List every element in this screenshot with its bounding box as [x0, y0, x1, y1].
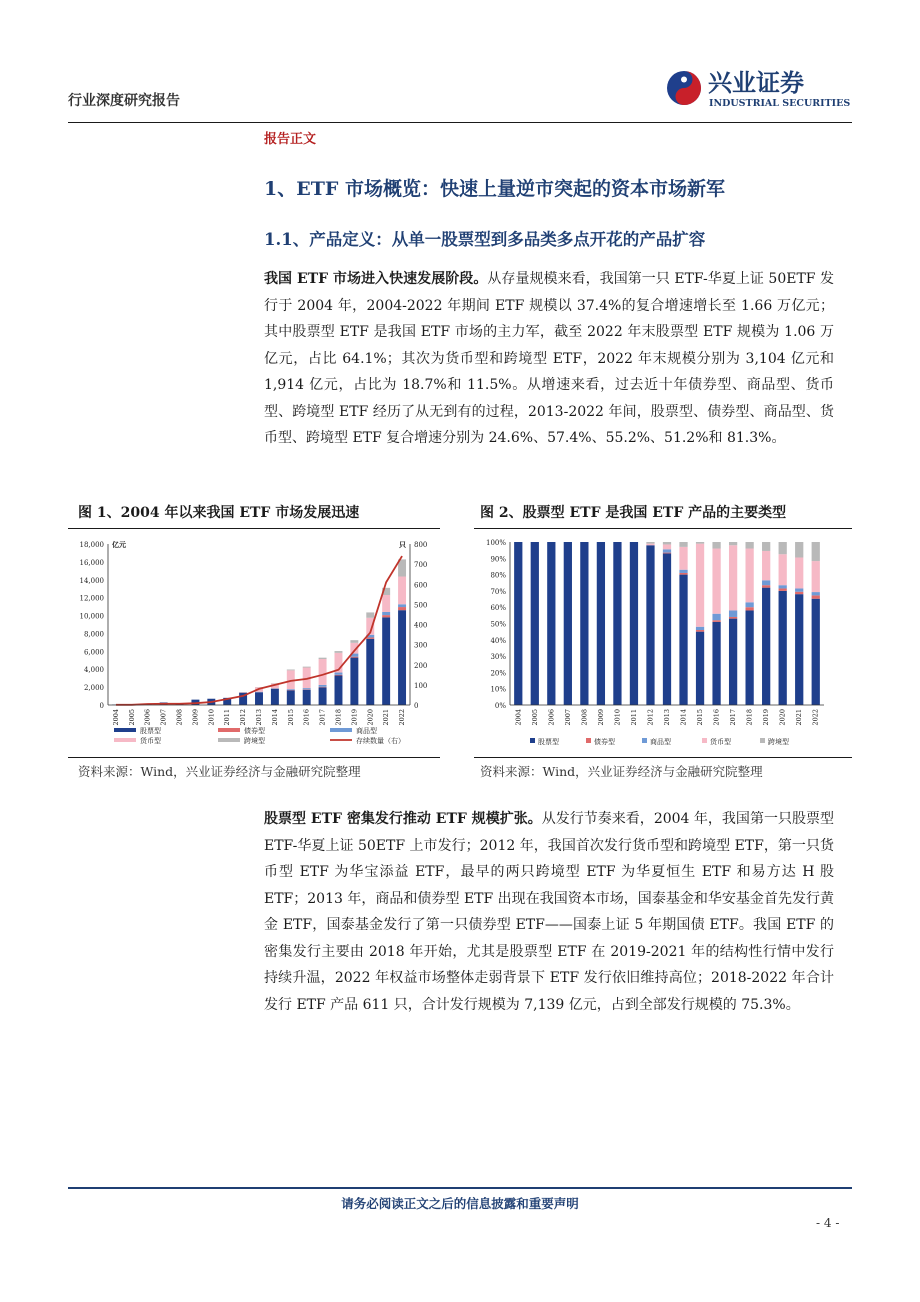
- bar-2014-series-4: [679, 542, 687, 547]
- y-tick-label: 100%: [485, 539, 506, 547]
- footer-rule: [68, 1187, 852, 1189]
- legend-label-3: 货币型: [140, 737, 161, 745]
- bar-2018-series-4: [335, 651, 343, 653]
- paragraph-1: [264, 266, 834, 452]
- bar-2005-series-0: [531, 542, 539, 705]
- bar-2014-series-3: [679, 547, 687, 570]
- bar-2018-series-1: [335, 675, 343, 676]
- bar-2019-series-1: [350, 657, 358, 658]
- legend-swatch-0: [530, 738, 535, 743]
- x-tick-label: 2004: [514, 709, 523, 726]
- bar-2021-series-0: [795, 594, 803, 705]
- y-tick-label: 6,000: [83, 648, 104, 657]
- bar-2012-series-4: [646, 542, 654, 544]
- bar-2017-series-3: [319, 659, 327, 685]
- legend-swatch-3: [702, 738, 707, 743]
- bar-2018-series-1: [746, 607, 754, 610]
- figure-2-title: 图 2、股票型 ETF 是我国 ETF 产品的主要类型: [480, 505, 787, 521]
- legend-swatch-4: [218, 738, 240, 742]
- bar-2015-series-0: [696, 632, 704, 705]
- y2-tick-label: 100: [414, 681, 428, 690]
- y-tick-label: 30%: [490, 653, 506, 662]
- legend-label-2: 商品型: [650, 738, 671, 746]
- legend-label-2: 商品型: [356, 727, 377, 735]
- x-tick-label: 2022: [398, 709, 407, 726]
- count-line: [116, 556, 402, 705]
- x-tick-label: 2021: [795, 709, 804, 726]
- legend-swatch-2: [330, 728, 352, 732]
- legend-label-1: 债券型: [244, 727, 265, 735]
- bar-2021-series-3: [795, 557, 803, 588]
- x-tick-label: 2020: [366, 709, 375, 726]
- bar-2020-series-4: [366, 612, 374, 617]
- bar-2021-series-1: [795, 592, 803, 594]
- x-tick-label: 2019: [762, 709, 771, 726]
- company-logo: [664, 66, 854, 110]
- y2-tick-label: 0: [414, 702, 419, 710]
- y-tick-label: 40%: [490, 636, 506, 645]
- legend-label-3: 货币型: [710, 738, 731, 746]
- bar-2014-series-2: [679, 570, 687, 573]
- bar-2022-series-2: [812, 592, 820, 595]
- bar-2019-series-3: [762, 551, 770, 580]
- y-tick-label: 2,000: [83, 684, 104, 693]
- bar-2014-series-0: [271, 689, 279, 705]
- bar-2018-series-3: [746, 549, 754, 603]
- x-tick-label: 2015: [696, 709, 705, 726]
- logo-name-en: INDUSTRIAL SECURITIES: [709, 98, 851, 109]
- y-tick-label: 50%: [490, 620, 506, 629]
- bar-2019-series-1: [762, 585, 770, 587]
- bar-2020-series-1: [366, 637, 374, 638]
- bar-2020-series-3: [779, 554, 787, 585]
- bar-2021-series-4: [795, 542, 803, 557]
- bar-2019-series-4: [350, 640, 358, 643]
- paragraph-1-body: 从存量规模来看，我国第一只 ETF-华夏上证 50ETF 发行于 2004 年，2004-2022 年期间 ETF 规模以 37.4%的复合增速增长至 1.66 万亿元；其中股票型 ETF 是我国 ETF 市场的主力军，截至 2022 年末股票型 ETF 规模为 1.06 万亿元，占比 64.1%；其次为货币型和跨境型 ETF，2022 年末规模分别为 3,104 亿元和 1,914 亿元，占比为 18.7%和 11.5%。从增速来看，过去近十年债券型、商品型、货币型、跨境型 ETF 经历了从无到有的过程，2013-2022 年间，股票型、债券型、商品型、货币型、跨境型 ETF 复合增速分别为 24.6%、57.4%、55.2%、51.2%和 81.3%。: [264, 271, 835, 446]
- x-tick-label: 2009: [596, 709, 605, 726]
- bar-2022-series-0: [398, 610, 406, 705]
- bar-2017-series-1: [729, 617, 737, 619]
- x-tick-label: 2019: [350, 709, 359, 726]
- bar-2012-series-3: [646, 544, 654, 546]
- bar-2011-series-0: [630, 542, 638, 705]
- bar-2014-series-1: [679, 573, 687, 575]
- x-tick-label: 2012: [646, 709, 655, 726]
- bar-2018-series-0: [746, 610, 754, 705]
- bar-2015-series-0: [287, 690, 295, 705]
- heading-2: 1.1、产品定义：从单一股票型到多品类多点开花的产品扩容: [264, 230, 706, 249]
- bar-2017-series-2: [729, 610, 737, 617]
- bar-2013-series-4: [663, 542, 671, 544]
- x-tick-label: 2020: [778, 709, 787, 726]
- legend-label-4: 跨境型: [768, 738, 789, 746]
- y2-tick-label: 300: [414, 641, 428, 650]
- bar-2020-series-4: [779, 542, 787, 554]
- bar-2007-series-0: [564, 542, 572, 705]
- x-tick-label: 2009: [191, 709, 200, 726]
- figure-1-top-rule: [68, 528, 440, 529]
- y-tick-label: 10,000: [79, 612, 104, 621]
- bar-2020-series-0: [779, 591, 787, 705]
- bar-2021-series-2: [382, 612, 390, 615]
- bar-2006-series-0: [547, 542, 555, 705]
- bar-2018-series-4: [746, 542, 754, 549]
- bar-2016-series-4: [303, 667, 311, 668]
- bar-2015-series-4: [696, 542, 704, 544]
- figure-2-chart: [474, 532, 852, 754]
- x-tick-label: 2011: [223, 709, 232, 726]
- bar-2012-series-0: [646, 545, 654, 705]
- bar-2016-series-2: [303, 688, 311, 689]
- legend-label-4: 跨境型: [244, 737, 265, 745]
- x-tick-label: 2005: [127, 709, 136, 726]
- y-tick-label: 4,000: [83, 666, 104, 675]
- bar-2016-series-2: [712, 614, 720, 621]
- paragraph-1-lead: 我国 ETF 市场进入快速发展阶段。: [264, 271, 488, 287]
- figure-1-bottom-rule: [68, 757, 440, 758]
- paragraph-2-body: 从发行节奏来看，2004 年，我国第一只股票型 ETF-华夏上证 50ETF 上市发行；2012 年，我国首次发行货币型和跨境型 ETF，第一只货币型 ETF 为华宝添益 ETF，最早的两只跨境型 ETF 为华夏恒生 ETF 和易方达 H 股 ETF；2013 年，商品和债券型 ETF 出现在我国资本市场，国泰基金和华安基金首先发行黄金 ETF，国泰基金发行了第一只债券型 ETF——国泰上证 5 年期国债 ETF。我国 ETF 的密集发行主要由 2018 年开始，尤其是股票型 ETF 在 2019-2021 年的结构性行情中发行持续升温，2022 年权益市场整体走弱背景下 ETF 发行依旧维持高位；2018-2022 年合计发行 ETF 产品 611 只，合计发行规模为 7,139 亿元，占到全部发行规模的 75.3%。: [264, 811, 834, 1013]
- paragraph-2: [264, 806, 834, 1018]
- y-tick-label: 10%: [490, 685, 506, 694]
- x-tick-label: 2007: [159, 709, 168, 726]
- y2-tick-label: 500: [414, 601, 428, 610]
- figure-1-chart: [68, 532, 440, 754]
- report-type: 行业深度研究报告: [68, 93, 180, 109]
- bar-2015-series-1: [696, 630, 704, 632]
- bar-2010-series-0: [613, 542, 621, 705]
- legend-swatch-0: [114, 728, 136, 732]
- bar-2020-series-2: [779, 585, 787, 588]
- bar-2019-series-0: [350, 658, 358, 705]
- x-tick-label: 2013: [663, 709, 671, 726]
- bar-2018-series-0: [335, 675, 343, 705]
- figure-2-top-rule: [474, 528, 852, 529]
- x-tick-label: 2007: [563, 709, 572, 726]
- bar-2017-series-1: [319, 687, 327, 688]
- bar-2013-series-3: [663, 544, 671, 549]
- y-tick-label: 80%: [490, 571, 506, 580]
- y-tick-label: 14,000: [79, 576, 104, 585]
- bar-2022-series-3: [812, 561, 820, 592]
- y-tick-label: 18,000: [79, 541, 104, 549]
- y-tick-label: 12,000: [79, 594, 104, 603]
- bar-2020-series-0: [366, 639, 374, 705]
- x-tick-label: 2006: [547, 709, 556, 726]
- bar-2009-series-0: [597, 542, 605, 705]
- x-tick-label: 2006: [143, 709, 152, 726]
- x-tick-label: 2012: [239, 709, 248, 726]
- x-tick-label: 2008: [175, 709, 184, 726]
- legend-swatch-1: [586, 738, 591, 743]
- x-tick-label: 2014: [679, 709, 688, 726]
- bar-2017-series-0: [729, 619, 737, 705]
- x-tick-label: 2017: [729, 709, 738, 726]
- bar-2016-series-0: [303, 690, 311, 705]
- bar-2022-series-2: [398, 604, 406, 607]
- y2-axis-label: 只: [399, 540, 406, 549]
- legend-label-1: 债券型: [594, 738, 615, 746]
- y-tick-label: 8,000: [83, 630, 104, 639]
- x-tick-label: 2013: [255, 709, 263, 726]
- bar-2004-series-0: [514, 542, 522, 705]
- bar-2014-series-0: [679, 575, 687, 705]
- legend-label-5: 存续数量（右）: [356, 737, 405, 745]
- x-tick-label: 2010: [613, 709, 622, 726]
- y-tick-label: 0: [99, 702, 104, 710]
- y-tick-label: 70%: [490, 587, 506, 596]
- bar-2016-series-0: [712, 622, 720, 705]
- y2-tick-label: 200: [414, 661, 428, 670]
- bar-2021-series-3: [382, 595, 390, 612]
- bar-2013-series-0: [255, 692, 263, 705]
- bar-2015-series-2: [287, 689, 295, 690]
- x-tick-label: 2014: [270, 709, 279, 726]
- bar-2021-series-1: [382, 615, 390, 617]
- legend-label-0: 股票型: [140, 727, 161, 735]
- figure-1-source: 资料来源：Wind，兴业证券经济与金融研究院整理: [78, 764, 361, 779]
- bar-2020-series-1: [779, 588, 787, 590]
- bar-2016-series-3: [712, 549, 720, 614]
- bar-2015-series-4: [287, 669, 295, 670]
- y-tick-label: 20%: [490, 669, 506, 678]
- bar-2019-series-2: [762, 580, 770, 585]
- paragraph-2-lead: 股票型 ETF 密集发行推动 ETF 规模扩张。: [264, 811, 542, 827]
- bar-2017-series-4: [729, 542, 737, 545]
- bar-2013-series-1: [663, 553, 671, 554]
- figure-1-title: 图 1、2004 年以来我国 ETF 市场发展迅速: [78, 505, 360, 521]
- bar-2015-series-2: [696, 627, 704, 630]
- x-tick-label: 2016: [712, 709, 721, 726]
- bar-2018-series-2: [746, 602, 754, 607]
- bar-2016-series-4: [712, 542, 720, 549]
- legend-swatch-2: [642, 738, 647, 743]
- footer-disclaimer: 请务必阅读正文之后的信息披露和重要声明: [341, 1196, 579, 1211]
- bar-2014-series-2: [271, 688, 279, 689]
- bar-2019-series-4: [762, 542, 770, 551]
- y-tick-label: 90%: [490, 555, 506, 564]
- bar-2017-series-3: [729, 545, 737, 610]
- page-number: - 4 -: [816, 1216, 840, 1230]
- x-tick-label: 2005: [530, 709, 539, 726]
- x-tick-label: 2015: [286, 709, 295, 726]
- figure-2-bottom-rule: [474, 757, 852, 758]
- x-tick-label: 2021: [382, 709, 391, 726]
- legend-label-0: 股票型: [538, 738, 559, 746]
- bar-2017-series-0: [319, 687, 327, 705]
- y2-tick-label: 800: [414, 541, 428, 549]
- bar-2022-series-0: [812, 599, 820, 705]
- bar-2019-series-0: [762, 588, 770, 705]
- heading-1: 1、ETF 市场概览：快速上量逆市突起的资本市场新军: [264, 178, 725, 200]
- bar-2021-series-2: [795, 588, 803, 591]
- bar-2013-series-0: [663, 553, 671, 705]
- bar-2013-series-2: [663, 549, 671, 552]
- x-tick-label: 2008: [580, 709, 589, 726]
- x-tick-label: 2011: [629, 709, 638, 726]
- y2-tick-label: 700: [414, 561, 428, 570]
- y-axis-label: 亿元: [112, 540, 126, 549]
- x-tick-label: 2004: [111, 709, 120, 726]
- logo-name-cn: 兴业证券: [708, 68, 804, 97]
- bar-2017-series-2: [319, 685, 327, 687]
- figure-2-source: 资料来源：Wind，兴业证券经济与金融研究院整理: [480, 764, 763, 779]
- section-label: 报告正文: [264, 132, 317, 147]
- bar-2008-series-0: [580, 542, 588, 705]
- y-tick-label: 16,000: [79, 558, 104, 567]
- x-tick-label: 2010: [207, 709, 216, 726]
- bar-2018-series-2: [335, 673, 343, 675]
- header-rule: [68, 122, 852, 123]
- bar-2015-series-3: [696, 544, 704, 627]
- bar-2021-series-0: [382, 617, 390, 705]
- y-tick-label: 0%: [494, 702, 506, 710]
- y-tick-label: 60%: [490, 604, 506, 613]
- bar-2022-series-1: [398, 607, 406, 610]
- bar-2017-series-4: [319, 658, 327, 659]
- legend-swatch-4: [760, 738, 765, 743]
- y2-tick-label: 600: [414, 581, 428, 590]
- legend-swatch-3: [114, 738, 136, 742]
- x-tick-label: 2022: [811, 709, 820, 726]
- bar-2022-series-3: [398, 577, 406, 605]
- bar-2022-series-1: [812, 595, 820, 598]
- x-tick-label: 2017: [318, 709, 327, 726]
- x-tick-label: 2018: [745, 709, 754, 726]
- logo-emblem-icon: [664, 66, 854, 110]
- y2-tick-label: 400: [414, 621, 428, 630]
- bar-2022-series-4: [812, 542, 820, 561]
- legend-swatch-1: [218, 728, 240, 732]
- x-tick-label: 2016: [302, 709, 311, 726]
- bar-2016-series-1: [712, 620, 720, 622]
- x-tick-label: 2018: [334, 709, 343, 726]
